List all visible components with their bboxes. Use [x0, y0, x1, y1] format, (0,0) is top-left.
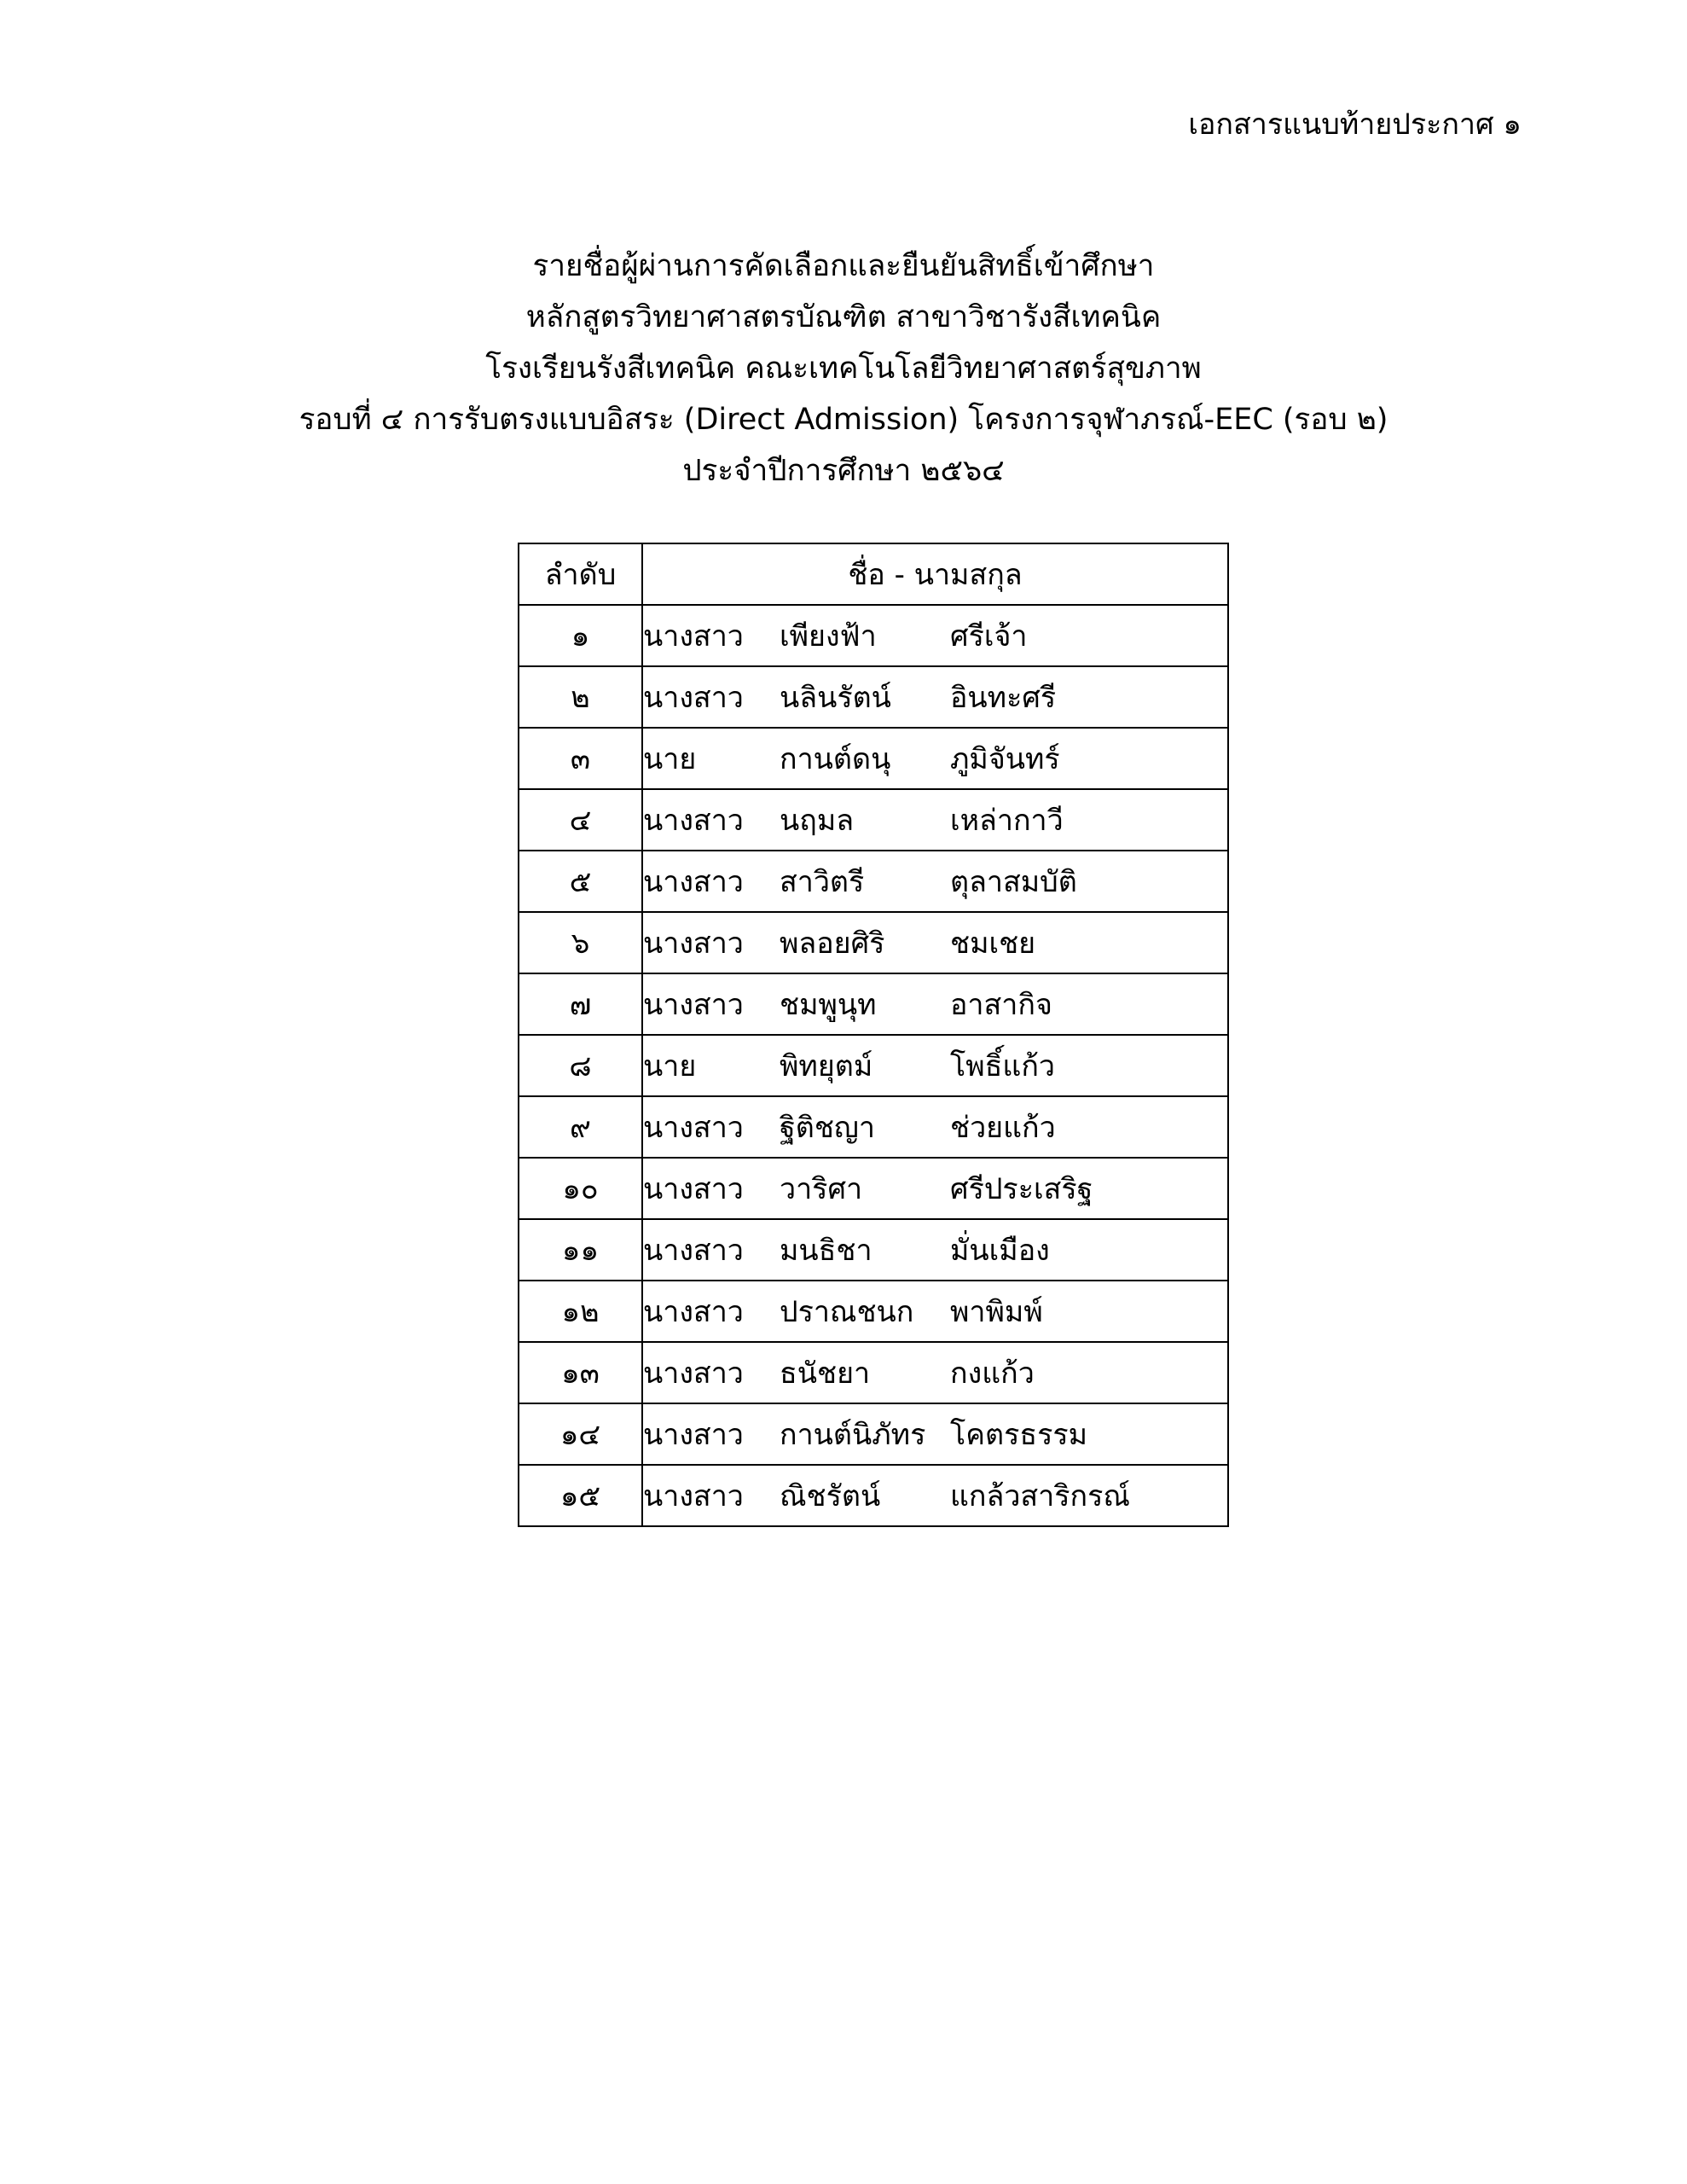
name-prefix: นางสาว: [643, 1418, 744, 1452]
name-prefix: นางสาว: [643, 619, 744, 653]
row-number: ๕: [519, 851, 642, 912]
row-number: ๑๕: [519, 1465, 642, 1526]
column-header-name: ชื่อ - นามสกุล: [642, 543, 1228, 605]
table-row: [519, 1281, 1228, 1342]
first-name: เพียงฟ้า: [780, 619, 877, 653]
full-name-cell: [642, 605, 1228, 666]
full-name-cell: [642, 1096, 1228, 1158]
admission-roster-table: [518, 543, 1229, 1527]
row-number: ๔: [519, 789, 642, 851]
full-name-cell: [642, 666, 1228, 728]
first-name: มนธิชา: [780, 1234, 872, 1268]
document-heading: [0, 241, 1687, 497]
table-row: [519, 1035, 1228, 1096]
name-prefix: นางสาว: [643, 1111, 744, 1145]
last-name: มั่นเมือง: [950, 1234, 1050, 1268]
last-name: ชมเชย: [950, 926, 1036, 961]
first-name: ชมพูนุท: [780, 988, 877, 1022]
name-prefix: นางสาว: [643, 1295, 744, 1329]
full-name-cell: [642, 912, 1228, 973]
table-row: [519, 605, 1228, 666]
first-name: ณิชรัตน์: [780, 1479, 881, 1513]
full-name-cell: [642, 851, 1228, 912]
name-prefix: นางสาว: [643, 988, 744, 1022]
name-prefix: นางสาว: [643, 1479, 744, 1513]
row-number: ๘: [519, 1035, 642, 1096]
last-name: ภูมิจันทร์: [950, 742, 1060, 776]
last-name: กงแก้ว: [950, 1356, 1035, 1391]
heading-line-title: รายชื่อผู้ผ่านการคัดเลือกและยืนยันสิทธิ์เข้าศึกษา: [532, 249, 1155, 283]
first-name: นฤมล: [780, 804, 855, 838]
row-number: ๒: [519, 666, 642, 728]
heading-line-round: รอบที่ ๔ การรับตรงแบบอิสระ (Direct Admission) โครงการจุฬาภรณ์-EEC (รอบ ๒): [299, 403, 1388, 437]
row-number: ๙: [519, 1096, 642, 1158]
last-name: ศรีประเสริฐ: [950, 1172, 1093, 1206]
table-row: [519, 666, 1228, 728]
table-row: [519, 1342, 1228, 1403]
table-row: [519, 728, 1228, 789]
name-prefix: นางสาว: [643, 681, 744, 715]
first-name: สาวิตรี: [780, 865, 865, 899]
heading-line-year: ประจำปีการศึกษา ๒๕๖๔: [682, 454, 1005, 488]
heading-line-school: โรงเรียนรังสีเทคนิค คณะเทคโนโลยีวิทยาศาสตร์สุขภาพ: [485, 351, 1202, 386]
last-name: อินทะศรี: [950, 681, 1057, 715]
name-prefix: นางสาว: [643, 1356, 744, 1391]
full-name-cell: [642, 728, 1228, 789]
row-number: ๑๓: [519, 1342, 642, 1403]
first-name: กานต์นิภัทร: [780, 1418, 926, 1452]
last-name: โคตรธรรม: [950, 1418, 1088, 1452]
name-prefix: นางสาว: [643, 865, 744, 899]
full-name-cell: [642, 1281, 1228, 1342]
name-prefix: นางสาว: [643, 1172, 744, 1206]
row-number: ๓: [519, 728, 642, 789]
full-name-cell: [642, 1158, 1228, 1219]
name-prefix: นางสาว: [643, 926, 744, 961]
full-name-cell: [642, 789, 1228, 851]
first-name: ธนัชยา: [780, 1356, 871, 1391]
last-name: เหล่ากาวี: [950, 804, 1064, 838]
table-row: [519, 1465, 1228, 1526]
table-row: [519, 1403, 1228, 1465]
column-header-no: ลำดับ: [519, 543, 642, 605]
first-name: พลอยศิริ: [780, 926, 885, 961]
first-name: วาริศา: [780, 1172, 863, 1206]
name-prefix: นาย: [643, 1049, 697, 1083]
first-name: พิทยุตม์: [780, 1049, 873, 1083]
heading-line-program: หลักสูตรวิทยาศาสตรบัณฑิต สาขาวิชารังสีเทคนิค: [525, 300, 1162, 334]
first-name: ปราณชนก: [780, 1295, 914, 1329]
attachment-note: เอกสารแนบท้ายประกาศ ๑: [1188, 107, 1522, 142]
row-number: ๑๑: [519, 1219, 642, 1281]
first-name: นลินรัตน์: [780, 681, 891, 715]
full-name-cell: [642, 1465, 1228, 1526]
name-prefix: นางสาว: [643, 804, 744, 838]
table-body: [519, 605, 1228, 1526]
table-row: [519, 789, 1228, 851]
row-number: ๑๐: [519, 1158, 642, 1219]
first-name: กานต์ดนุ: [780, 742, 891, 776]
last-name: แกล้วสาริกรณ์: [950, 1479, 1130, 1513]
full-name-cell: [642, 1403, 1228, 1465]
full-name-cell: [642, 1342, 1228, 1403]
full-name-cell: [642, 1219, 1228, 1281]
last-name: ศรีเจ้า: [950, 619, 1028, 653]
full-name-cell: [642, 1035, 1228, 1096]
row-number: ๑๔: [519, 1403, 642, 1465]
table-row: [519, 973, 1228, 1035]
row-number: ๑๒: [519, 1281, 642, 1342]
table-row: [519, 851, 1228, 912]
name-prefix: นางสาว: [643, 1234, 744, 1268]
table-row: [519, 912, 1228, 973]
table-row: [519, 1158, 1228, 1219]
last-name: พาพิมพ์: [950, 1295, 1043, 1329]
row-number: ๑: [519, 605, 642, 666]
last-name: ตุลาสมบัติ: [950, 865, 1077, 899]
row-number: ๗: [519, 973, 642, 1035]
row-number: ๖: [519, 912, 642, 973]
table-row: [519, 1096, 1228, 1158]
last-name: ช่วยแก้ว: [950, 1111, 1056, 1145]
last-name: อาสากิจ: [950, 988, 1052, 1022]
table-row: [519, 1219, 1228, 1281]
full-name-cell: [642, 973, 1228, 1035]
last-name: โพธิ์แก้ว: [950, 1049, 1056, 1083]
name-prefix: นาย: [643, 742, 697, 776]
first-name: ฐิติชญา: [780, 1111, 875, 1145]
table-header-row: [519, 543, 1228, 605]
